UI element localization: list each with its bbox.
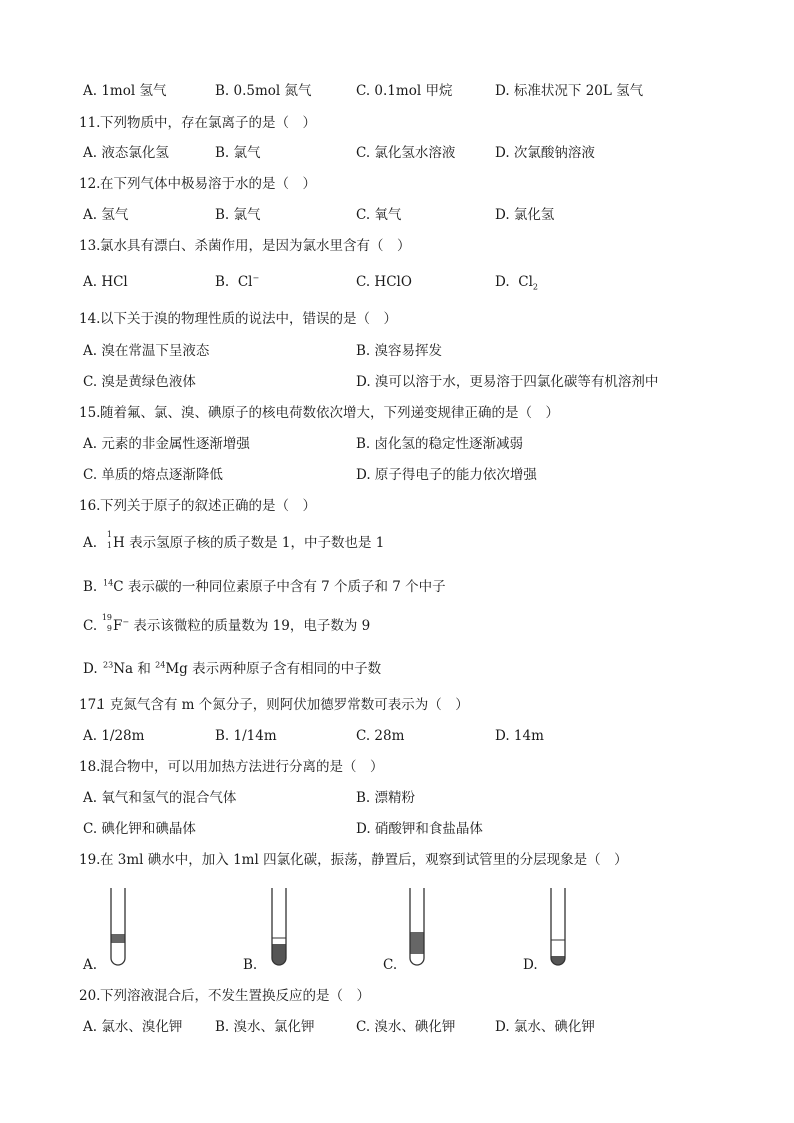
option-a[interactable]: A. 1mol 氢气 bbox=[83, 83, 167, 99]
chloride-ion-formula: Cl− bbox=[237, 273, 260, 290]
option-c[interactable]: C. 碘化钾和碘晶体 bbox=[83, 821, 196, 837]
option-a[interactable]: A. 氧气和氢气的混合气体 bbox=[83, 790, 237, 806]
option-letter: B. bbox=[83, 579, 98, 595]
question-14-options-row1 bbox=[0, 340, 794, 362]
tube-c-top-layer bbox=[410, 932, 424, 954]
option-d[interactable]: D. bbox=[523, 957, 538, 973]
option-d[interactable]: D. 溴可以溶于水，更易溶于四氯化碳等有机溶剂中 bbox=[356, 374, 659, 390]
question-20-stem bbox=[0, 985, 794, 1007]
tube-b-bottom-layer bbox=[272, 944, 286, 965]
question-16-option-c[interactable] bbox=[0, 615, 794, 637]
option-b[interactable]: B. 1/14m bbox=[215, 728, 277, 744]
isotope-notation: $^{14}$C 表示碳的一种同位素原子中含有 7 个质子和 7 个中子 bbox=[103, 578, 446, 595]
question-number: 16. bbox=[79, 498, 101, 514]
question-text: 下列物质中，存在氯离子的是（ ） bbox=[100, 115, 316, 131]
question-text: 以下关于溴的物理性质的说法中，错误的是（ ） bbox=[100, 311, 397, 327]
option-c[interactable]: C. 28m bbox=[356, 728, 405, 744]
question-16-stem bbox=[0, 495, 794, 517]
tube-d-outline bbox=[551, 888, 565, 965]
option-c[interactable]: C. HClO bbox=[356, 274, 412, 290]
question-17-stem bbox=[0, 694, 794, 716]
option-c[interactable]: C. 溴是黄绿色液体 bbox=[83, 374, 196, 390]
question-18-stem bbox=[0, 756, 794, 778]
option-d[interactable] bbox=[495, 271, 538, 293]
option-c[interactable]: C. bbox=[383, 957, 398, 973]
question-text: 氯水具有漂白、杀菌作用，是因为氯水里含有（ ） bbox=[100, 238, 411, 254]
question-17-options bbox=[0, 725, 794, 747]
option-d[interactable]: D. 原子得电子的能力依次增强 bbox=[356, 467, 537, 483]
option-b[interactable]: B. 卤化氢的稳定性逐渐减弱 bbox=[356, 436, 524, 452]
isotope-notation: 19 9 F− 表示该微粒的质量数为 19，电子数为 9 bbox=[101, 613, 371, 634]
question-text: 在 3ml 碘水中，加入 1ml 四氯化碳，振荡，静置后，观察到试管里的分层现象是（ ） bbox=[100, 852, 628, 868]
isotope-notation: 1 1 H 表示氢原子核的质子数是 1，中子数也是 1 bbox=[106, 530, 385, 551]
question-number: 13. bbox=[79, 238, 101, 254]
question-text: 随着氟、氯、溴、碘原子的核电荷数依次增大，下列递变规律正确的是（ ） bbox=[100, 405, 559, 421]
option-d[interactable]: D. 硝酸钾和食盐晶体 bbox=[356, 821, 483, 837]
option-a[interactable]: A. bbox=[83, 957, 98, 973]
option-letter: B. bbox=[215, 274, 230, 290]
question-10-options bbox=[0, 80, 794, 102]
option-c[interactable]: C. 氧气 bbox=[356, 207, 402, 223]
option-letter: A. bbox=[83, 535, 98, 551]
question-number: 14. bbox=[79, 311, 101, 327]
option-letter: D. bbox=[83, 661, 98, 677]
question-number: 17. bbox=[79, 697, 101, 713]
question-16-option-b[interactable] bbox=[0, 576, 794, 598]
question-text: 1 克氮气含有 m 个氮分子，则阿伏加德罗常数可表示为（ ） bbox=[97, 697, 469, 713]
option-b[interactable] bbox=[215, 271, 259, 293]
option-b[interactable]: B. 氯气 bbox=[215, 207, 261, 223]
tube-a-outline bbox=[111, 888, 125, 965]
option-d[interactable]: D. 14m bbox=[495, 728, 544, 744]
question-number: 11. bbox=[79, 115, 101, 131]
question-text: 在下列气体中极易溶于水的是（ ） bbox=[100, 176, 316, 192]
question-18-options-row1 bbox=[0, 787, 794, 809]
question-text: 下列溶液混合后，不发生置换反应的是（ ） bbox=[100, 988, 370, 1004]
test-tube-b bbox=[268, 888, 290, 970]
question-15-options-row1 bbox=[0, 433, 794, 455]
question-number: 19. bbox=[79, 852, 101, 868]
option-letter: C. bbox=[83, 618, 98, 634]
question-number: 15. bbox=[79, 405, 101, 421]
option-c[interactable]: C. 溴水、碘化钾 bbox=[356, 1019, 456, 1035]
test-tube-a bbox=[107, 888, 129, 970]
question-14-stem bbox=[0, 308, 794, 330]
option-b[interactable]: B. 0.5mol 氮气 bbox=[215, 83, 312, 99]
option-a[interactable]: A. HCl bbox=[83, 274, 128, 290]
question-14-options-row2 bbox=[0, 371, 794, 393]
option-c[interactable]: C. 氯化氢水溶液 bbox=[356, 145, 456, 161]
question-text: 混合物中，可以用加热方法进行分离的是（ ） bbox=[100, 759, 384, 775]
question-16-option-d[interactable] bbox=[0, 658, 794, 680]
chlorine-formula: $Cl_2$ bbox=[518, 274, 538, 292]
option-a[interactable]: A. 元素的非金属性逐渐增强 bbox=[83, 436, 250, 452]
isotope-notation: $^{23}$Na 和 $^{24}$Mg 表示两种原子含有相同的中子数 bbox=[103, 660, 382, 677]
option-c[interactable]: C. 单质的熔点逐渐降低 bbox=[83, 467, 223, 483]
question-13-stem bbox=[0, 235, 794, 257]
question-12-stem bbox=[0, 173, 794, 195]
option-a[interactable]: A. 溴在常温下呈液态 bbox=[83, 343, 210, 359]
question-12-options bbox=[0, 204, 794, 226]
option-b[interactable]: B. 溴容易挥发 bbox=[356, 343, 443, 359]
option-letter: D. bbox=[495, 274, 510, 290]
option-d[interactable]: D. 标准状况下 20L 氢气 bbox=[495, 83, 644, 99]
question-11-options bbox=[0, 142, 794, 164]
question-18-options-row2 bbox=[0, 818, 794, 840]
test-tube-d bbox=[547, 888, 569, 970]
option-a[interactable]: A. 氯水、溴化钾 bbox=[83, 1019, 183, 1035]
option-d[interactable]: D. 氯水、碘化钾 bbox=[495, 1019, 595, 1035]
question-16-option-a[interactable] bbox=[0, 532, 794, 554]
option-b[interactable]: B. bbox=[243, 957, 258, 973]
option-b[interactable]: B. 漂精粉 bbox=[356, 790, 416, 806]
question-11-stem bbox=[0, 112, 794, 134]
tube-a-liquid-layer bbox=[111, 934, 125, 943]
option-a[interactable]: A. 1/28m bbox=[83, 728, 145, 744]
question-20-options bbox=[0, 1016, 794, 1038]
option-b[interactable]: B. 溴水、氯化钾 bbox=[215, 1019, 315, 1035]
question-19-stem bbox=[0, 849, 794, 871]
option-b[interactable]: B. 氯气 bbox=[215, 145, 261, 161]
question-text: 下列关于原子的叙述正确的是（ ） bbox=[100, 498, 316, 514]
option-a[interactable]: A. 液态氯化氢 bbox=[83, 145, 169, 161]
test-tube-c bbox=[406, 888, 428, 970]
question-number: 18. bbox=[79, 759, 101, 775]
option-c[interactable]: C. 0.1mol 甲烷 bbox=[356, 83, 453, 99]
question-15-options-row2 bbox=[0, 464, 794, 486]
option-d[interactable]: D. 次氯酸钠溶液 bbox=[495, 145, 595, 161]
option-d[interactable]: D. 氯化氢 bbox=[495, 207, 555, 223]
question-15-stem bbox=[0, 402, 794, 424]
question-number: 20. bbox=[79, 988, 101, 1004]
question-number: 12. bbox=[79, 176, 101, 192]
question-13-options bbox=[0, 271, 794, 293]
option-a[interactable]: A. 氢气 bbox=[83, 207, 129, 223]
